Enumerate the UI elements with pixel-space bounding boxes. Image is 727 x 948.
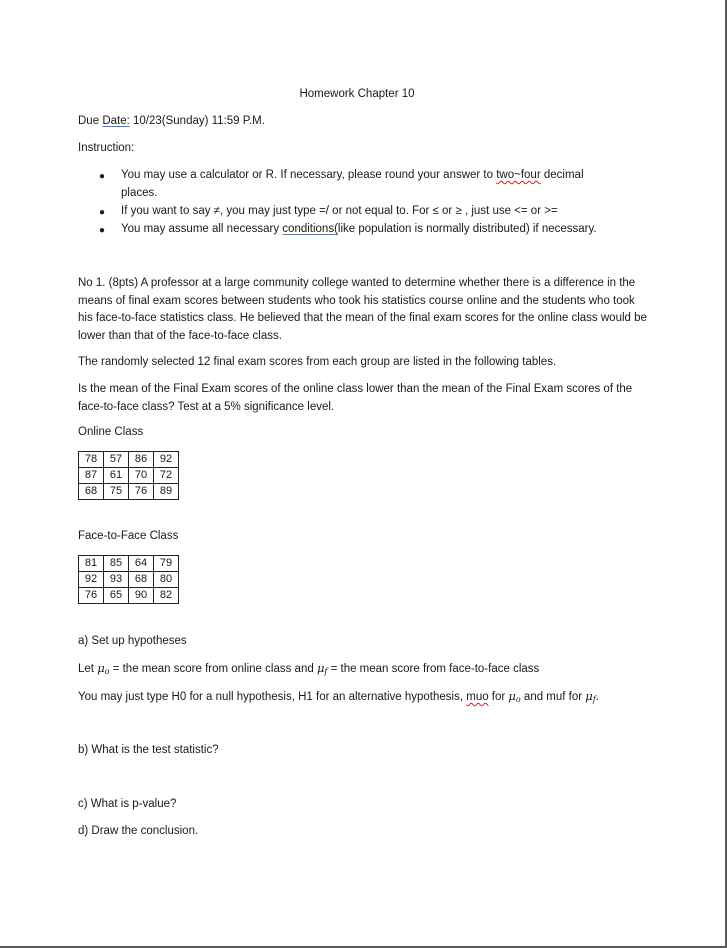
table-cell: 75 <box>104 484 129 500</box>
problem-data-note: The randomly selected 12 final exam scores from each group are listed in the following tables. <box>78 356 557 368</box>
bullet-dot: ● <box>99 207 106 218</box>
table-cell: 81 <box>79 556 104 572</box>
table-row <box>79 452 179 468</box>
problem-description: No 1. (8pts) A professor at a large community college wanted to determine whether there is a difference in the means of final exam scores between students who took his statistics course online and the students who took his face-to-face statistics class. He believed that the mean of the final exam scores for the online class would be lower than that of the face-to-face class. <box>78 277 647 342</box>
table-cell: 89 <box>154 484 179 500</box>
table-cell: 57 <box>104 452 129 468</box>
table-cell: 70 <box>129 468 154 484</box>
question-a: a) Set up hypotheses <box>78 635 187 647</box>
bullet-dot: ● <box>99 225 106 236</box>
table-cell: 92 <box>79 572 104 588</box>
table-cell: 86 <box>129 452 154 468</box>
table-row <box>79 556 179 572</box>
table-cell: 68 <box>129 572 154 588</box>
table-cell: 76 <box>129 484 154 500</box>
table-cell: 80 <box>154 572 179 588</box>
bullet-symbols: If you want to say ≠, you may just type =/ or not equal to. For ≤ or ≥ , just use <= or >= <box>121 205 558 217</box>
question-b: b) What is the test statistic? <box>78 744 219 756</box>
table-cell: 90 <box>129 588 154 604</box>
table-cell: 61 <box>104 468 129 484</box>
table-cell: 79 <box>154 556 179 572</box>
bullet-calculator: You may use a calculator or R. If necessary, please round your answer to two~four decimal places. <box>121 169 584 199</box>
f2f-scores-table <box>78 555 179 604</box>
table-row <box>79 468 179 484</box>
bullet-conditions: You may assume all necessary conditions(like population is normally distributed) if necessary. <box>121 223 597 235</box>
table-cell: 78 <box>79 452 104 468</box>
table-cell: 72 <box>154 468 179 484</box>
page-title: Homework Chapter 10 <box>299 88 415 100</box>
table-cell: 93 <box>104 572 129 588</box>
table-cell: 82 <box>154 588 179 604</box>
question-d: d) Draw the conclusion. <box>78 825 199 837</box>
table-cell: 87 <box>79 468 104 484</box>
online-scores-table <box>78 451 179 500</box>
table-row <box>79 572 179 588</box>
typing-hint: You may just type H0 for a null hypothesis, H1 for an alternative hypothesis, muo for $\mu_o$ and muf for $\mu_f$. <box>78 689 599 704</box>
online-class-label: Online Class <box>78 426 144 438</box>
table-cell: 65 <box>104 588 129 604</box>
table-cell: 64 <box>129 556 154 572</box>
table-cell: 92 <box>154 452 179 468</box>
table-cell: 85 <box>104 556 129 572</box>
problem-question: Is the mean of the Final Exam scores of the online class lower than the mean of the Final Exam scores of the face-to-face class? Test at a 5% significance level. <box>78 383 633 413</box>
question-c: c) What is p-value? <box>78 798 177 810</box>
mu-definitions: Let $\mu_o$ = the mean score from online class and $\mu_f$ = the mean score from face-to-face class <box>78 661 540 676</box>
due-date: Due Date: 10/23(Sunday) 11:59 P.M. <box>78 115 265 127</box>
table-cell: 76 <box>79 588 104 604</box>
bullet-dot: ● <box>99 171 106 182</box>
table-cell: 68 <box>79 484 104 500</box>
f2f-class-label: Face-to-Face Class <box>78 530 179 542</box>
instruction-heading: Instruction: <box>78 142 135 154</box>
table-row <box>79 484 179 500</box>
table-row <box>79 588 179 604</box>
